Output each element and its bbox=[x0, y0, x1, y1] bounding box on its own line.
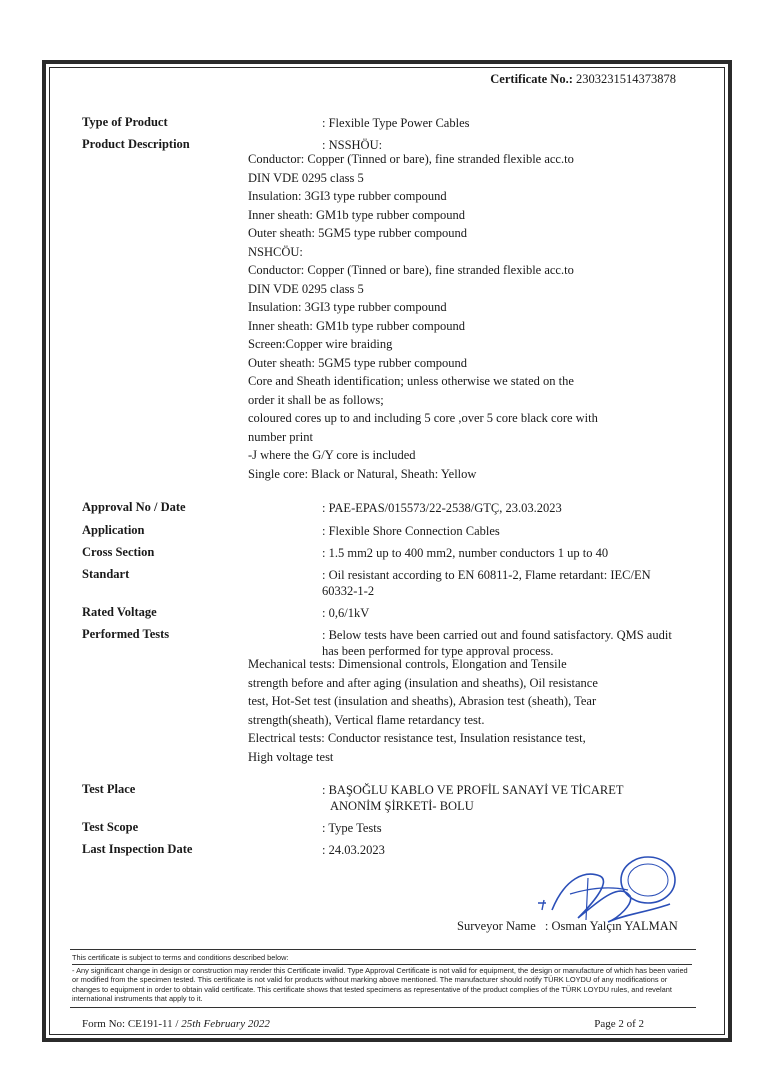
test-scope-value: : Type Tests bbox=[322, 821, 382, 835]
product-description-line: Conductor: Copper (Tinned or bare), fine stranded flexible acc.to bbox=[248, 263, 574, 277]
last-inspection-value: : 24.03.2023 bbox=[322, 843, 385, 857]
product-description-lines bbox=[248, 150, 608, 483]
application-value: : Flexible Shore Connection Cables bbox=[322, 524, 500, 538]
surveyor-label: Surveyor Name bbox=[457, 919, 536, 933]
product-description-first-line: : NSSHÖU: bbox=[322, 138, 383, 152]
product-description-line: Inner sheath: GM1b type rubber compound bbox=[248, 207, 465, 222]
product-description-line: DIN VDE 0295 class 5 bbox=[248, 170, 364, 185]
stamp-inner-ring bbox=[628, 864, 668, 896]
product-description-line: Outer sheath: 5GM5 type rubber compound bbox=[248, 226, 468, 240]
standart-value: : Oil resistant according to EN 60811-2, Flame retardant: IEC/EN 60332-1-2 bbox=[322, 568, 651, 598]
footnote-text: - Any significant change in design or construction may render this Certificate invalid. Type Approval Certificate is not valid for equipment, the design or manufacture of which has been varied or modified from the specimen tested. This certificate is not valid for products without marking above mentioned. The manufacturer should notify TÜRK LOYDU of any modifications or changes to equipment in order to obtain valid certificate. This certificate shows that tested specimens as representative of the product complies of the TÜRK LOYDU rules, and revelant international instruments that apply to it. bbox=[72, 964, 692, 1004]
product-description-line: Outer sheath: 5GM5 type rubber compound bbox=[248, 355, 468, 370]
footnote bbox=[72, 953, 692, 1004]
type-of-product-label: Type of Product bbox=[82, 115, 168, 129]
product-description-line: Insulation: 3GI3 type rubber compound bbox=[248, 189, 447, 203]
test-place-line1: : BAŞOĞLU KABLO VE PROFİL SANAYİ VE TİCARET bbox=[322, 783, 624, 797]
signature-initial bbox=[538, 900, 546, 910]
footnote-heading: This certificate is subject to terms and conditions described below: bbox=[72, 953, 289, 962]
performed-tests-lines bbox=[248, 655, 608, 766]
certificate-number-label: Certificate No.: bbox=[490, 72, 573, 86]
application-label: Application bbox=[82, 523, 145, 537]
product-description-line: Single core: Black or Natural, Sheath: Yellow bbox=[248, 466, 477, 481]
product-description-line: Core and Sheath identification; unless otherwise we stated on the bbox=[248, 374, 574, 388]
performed-tests-line: strength before and after aging (insulation and sheaths), Oil resistance bbox=[248, 675, 598, 690]
test-scope-label: Test Scope bbox=[82, 820, 139, 834]
product-description-line: NSHCÖU: bbox=[248, 244, 303, 259]
performed-tests-line: strength(sheath), Vertical flame retardancy test. bbox=[248, 712, 485, 727]
form-date: 25th February 2022 bbox=[181, 1018, 270, 1030]
product-description-line: coloured cores up to and including 5 core ,over 5 core black core with bbox=[248, 411, 598, 425]
rated-voltage-label: Rated Voltage bbox=[82, 605, 157, 619]
signature-stroke bbox=[552, 874, 670, 922]
certificate-number-value: 2303231514373878 bbox=[576, 72, 676, 86]
signature-stroke-2 bbox=[570, 878, 628, 920]
cross-section-label: Cross Section bbox=[82, 545, 155, 559]
product-description-line: Insulation: 3GI3 type rubber compound bbox=[248, 300, 447, 314]
product-description-line: DIN VDE 0295 class 5 bbox=[248, 281, 364, 296]
product-description-line: order it shall be as follows; bbox=[248, 392, 384, 407]
last-inspection-label: Last Inspection Date bbox=[82, 842, 193, 856]
page-number: Page 2 of 2 bbox=[594, 1018, 644, 1030]
surveyor bbox=[457, 919, 678, 934]
test-place-line2: ANONİM ŞİRKETİ- BOLU bbox=[330, 799, 474, 813]
product-description-label: Product Description bbox=[82, 137, 190, 151]
product-description-line: number print bbox=[248, 429, 313, 444]
test-place-label: Test Place bbox=[82, 782, 136, 796]
standart-label: Standart bbox=[82, 567, 130, 581]
footnote-bottom-rule bbox=[70, 1007, 696, 1008]
product-description-line: Screen:Copper wire braiding bbox=[248, 337, 393, 351]
approval-value: : PAE-EPAS/015573/22-2538/GTÇ, 23.03.2023 bbox=[322, 501, 562, 515]
surveyor-value: : Osman Yalçın YALMAN bbox=[544, 919, 678, 933]
form-number-text: Form No: CE191-11 / bbox=[82, 1018, 182, 1030]
cross-section-value: : 1.5 mm2 up to 400 mm2, number conductors 1 up to 40 bbox=[322, 546, 609, 560]
certificate-number bbox=[490, 72, 676, 87]
type-of-product-value: : Flexible Type Power Cables bbox=[322, 116, 470, 130]
product-description-line: Conductor: Copper (Tinned or bare), fine stranded flexible acc.to bbox=[248, 152, 574, 166]
approval-label: Approval No / Date bbox=[82, 500, 186, 514]
performed-tests-line: High voltage test bbox=[248, 749, 334, 764]
footnote-top-rule bbox=[70, 949, 696, 950]
product-description-line: -J where the G/Y core is included bbox=[248, 448, 416, 462]
form-number bbox=[82, 1018, 270, 1030]
rated-voltage-value: : 0,6/1kV bbox=[322, 606, 370, 620]
performed-tests-label: Performed Tests bbox=[82, 627, 170, 641]
performed-tests-line: Electrical tests: Conductor resistance test, Insulation resistance test, bbox=[248, 731, 586, 745]
performed-tests-first-para: : Below tests have been carried out and found satisfactory. QMS audit has been performed for type approval process. bbox=[322, 628, 672, 658]
test-place-value bbox=[322, 782, 680, 814]
product-description-line: Inner sheath: GM1b type rubber compound bbox=[248, 318, 465, 333]
performed-tests-line: Mechanical tests: Dimensional controls, Elongation and Tensile bbox=[248, 657, 567, 671]
performed-tests-line: test, Hot-Set test (insulation and sheaths), Abrasion test (sheath), Tear bbox=[248, 694, 597, 708]
